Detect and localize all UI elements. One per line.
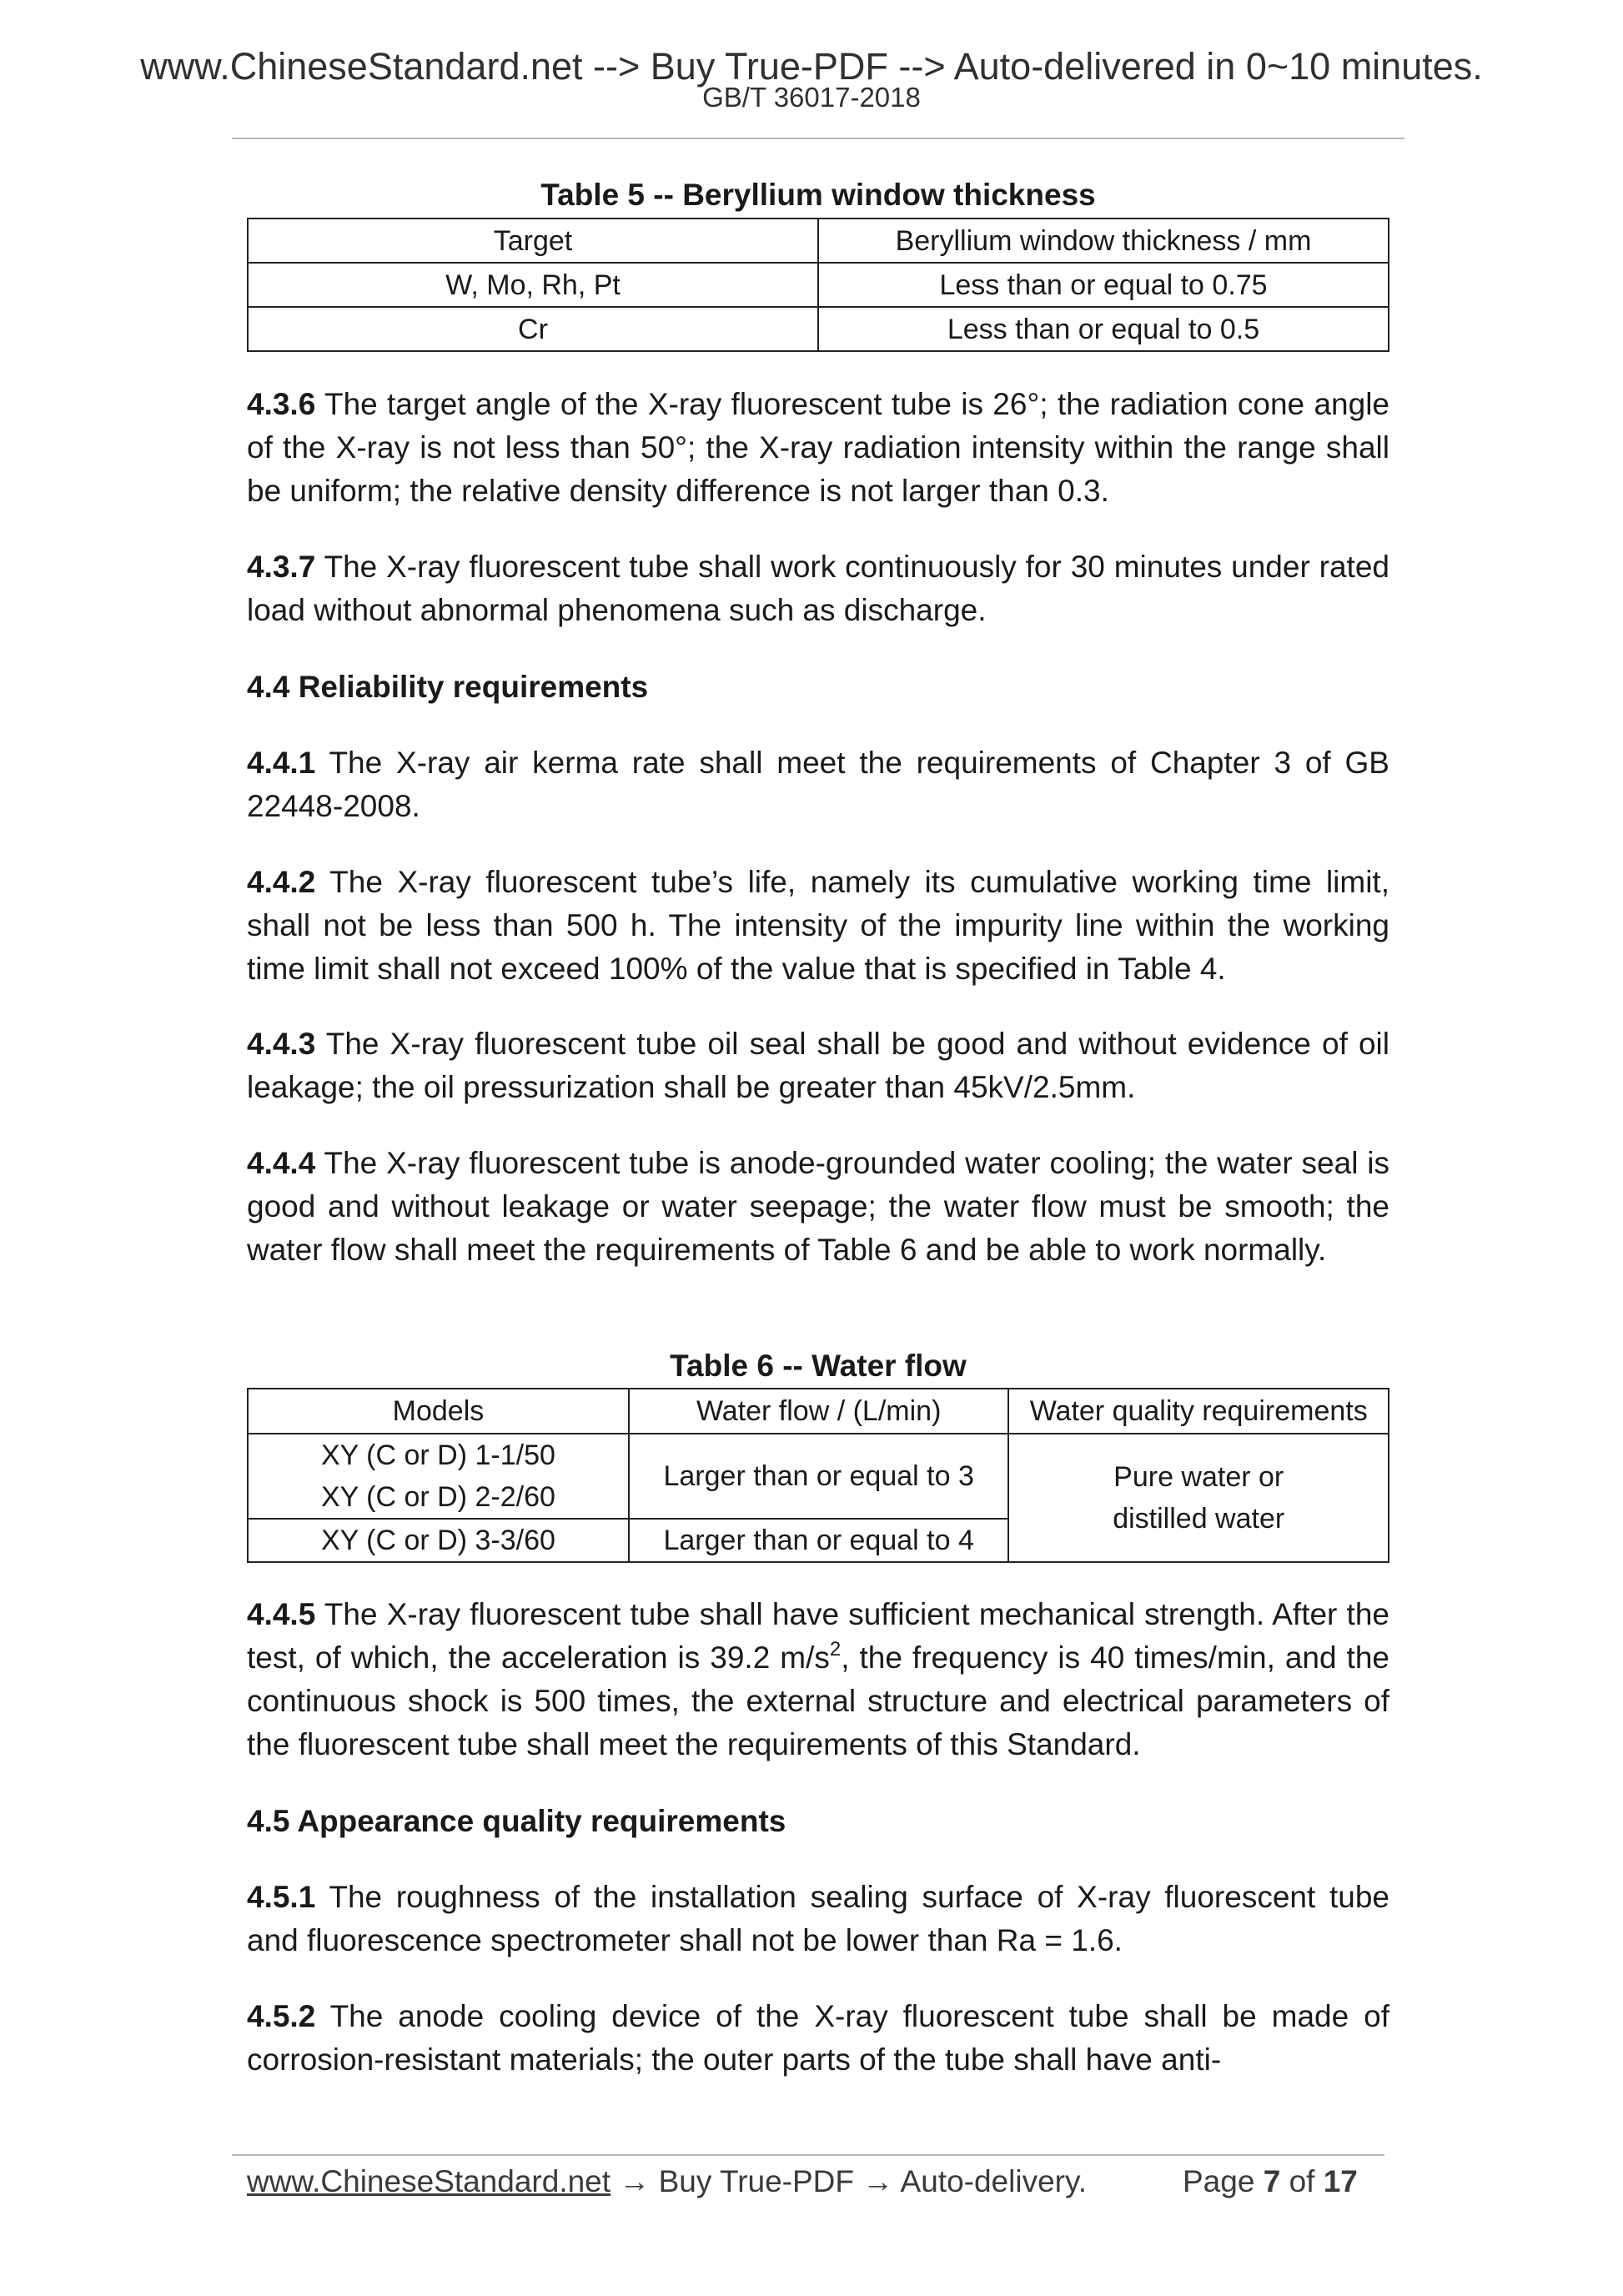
footer-delivery-text: Auto-delivery.	[900, 2164, 1088, 2198]
clause-number: 4.3.6	[247, 387, 316, 421]
superscript: 2	[829, 1637, 842, 1660]
model-2: XY (C or D) 2-2/60	[320, 1481, 555, 1513]
header-cell-models: Models	[248, 1389, 629, 1434]
table-row	[248, 263, 1389, 307]
clause-4-3-7	[247, 545, 1389, 632]
header-cell-target: Target	[248, 219, 818, 263]
footer-buy-text: Buy True-PDF	[658, 2164, 855, 2198]
clause-text: The X-ray fluorescent tube shall have sufficient mechanical strength. After the test, of which, the acceleration is 39.2 m/s	[247, 1597, 1389, 1675]
clause-4-4-4	[247, 1142, 1389, 1272]
table-header-row	[248, 219, 1389, 263]
table6-caption: Table 6 -- Water flow	[670, 1349, 967, 1383]
table-header-row	[248, 1389, 1389, 1434]
table-cell: Less than or equal to 0.75	[818, 263, 1389, 307]
clause-text: The X-ray air kerma rate shall meet the requirements of Chapter 3 of GB 22448-2008.	[247, 746, 1389, 823]
clause-4-4-2	[247, 861, 1389, 991]
table5-caption: Table 5 -- Beryllium window thickness	[540, 178, 1096, 212]
page-indicator	[1183, 2158, 1358, 2205]
table-cell: Cr	[248, 307, 818, 351]
header-cell-thickness: Beryllium window thickness / mm	[818, 219, 1389, 263]
table-cell: Less than or equal to 0.5	[818, 307, 1389, 351]
standard-number: GB/T 36017-2018	[702, 82, 921, 113]
flow-cell: Larger than or equal to 3	[629, 1434, 1009, 1519]
flow-cell: Larger than or equal to 4	[629, 1519, 1009, 1562]
clause-number: 4.4.4	[247, 1146, 316, 1180]
section-heading-4-4: 4.4 Reliability requirements	[247, 670, 649, 704]
footer-divider	[232, 2154, 1384, 2156]
clause-4-5-2	[247, 1995, 1389, 2082]
clause-text: The target angle of the X-ray fluorescent tube is 26°; the radiation cone angle of the X-ray is not less than 50°; the X-ray radiation intensity within the range shall be uniform; the relative density difference is not larger than 0.3.	[247, 387, 1389, 508]
clause-4-5-1	[247, 1876, 1389, 1962]
clause-number: 4.4.1	[247, 746, 316, 780]
clause-4-3-6	[247, 383, 1389, 513]
clause-number: 4.5.1	[247, 1880, 316, 1914]
page-number: 7	[1263, 2164, 1281, 2198]
clause-number: 4.5.2	[247, 1999, 316, 2033]
model-3: XY (C or D) 3-3/60	[248, 1519, 629, 1562]
page-label: Page	[1183, 2164, 1255, 2198]
arrow-icon: →	[619, 2164, 651, 2198]
clause-text: The roughness of the installation sealing surface of X-ray fluorescent tube and fluorescence spectrometer shall not be lower than Ra = 1.6.	[247, 1880, 1389, 1957]
footer-links	[247, 2158, 1087, 2205]
table-cell: W, Mo, Rh, Pt	[248, 263, 818, 307]
header-banner: www.ChineseStandard.net --> Buy True-PDF --> Auto-delivered in 0~10 minutes.	[140, 45, 1483, 88]
clause-text: The X-ray fluorescent tube shall work continuously for 30 minutes under rated load without abnormal phenomena such as discharge.	[247, 550, 1389, 627]
table6-water-flow	[247, 1388, 1389, 1563]
section-heading-4-5: 4.5 Appearance quality requirements	[247, 1804, 786, 1838]
clause-text: The X-ray fluorescent tube is anode-grounded water cooling; the water seal is good and without leakage or water seepage; the water flow must be smooth; the water flow shall meet the requirements of Table 6 and be able to work normally.	[247, 1146, 1389, 1267]
water-quality-cell	[1008, 1434, 1389, 1562]
header-cell-water-quality: Water quality requirements	[1008, 1389, 1389, 1434]
arrow-icon: →	[862, 2164, 894, 2198]
clause-text: , the frequency is 40 times/min, and the continuous shock is 500 times, the external structure and electrical parameters of the fluorescent tube shall meet the requirements of this Standard.	[247, 1640, 1389, 1761]
page-of-label: of	[1289, 2164, 1315, 2198]
clause-text: The anode cooling device of the X-ray fluorescent tube shall be made of corrosion-resistant materials; the outer parts of the tube shall have anti-	[247, 1999, 1389, 2077]
model-1: XY (C or D) 1-1/50	[320, 1439, 555, 1471]
table5-beryllium-window-thickness	[247, 218, 1389, 352]
clause-4-4-1	[247, 741, 1389, 828]
table-row	[248, 307, 1389, 351]
models-cell	[248, 1434, 629, 1519]
water-quality-line-1: Pure water or	[1113, 1461, 1284, 1493]
clause-text: The X-ray fluorescent tube oil seal shall be good and without evidence of oil leakage; the oil pressurization shall be greater than 45kV/2.5mm.	[247, 1027, 1389, 1104]
header-divider	[232, 138, 1404, 139]
header-cell-water-flow: Water flow / (L/min)	[629, 1389, 1009, 1434]
clause-number: 4.4.2	[247, 865, 316, 899]
clause-number: 4.4.5	[247, 1597, 316, 1631]
footer-site-link[interactable]: www.ChineseStandard.net	[247, 2164, 611, 2198]
water-quality-line-2: distilled water	[1113, 1503, 1285, 1535]
clause-4-4-3	[247, 1022, 1389, 1109]
table-row	[248, 1434, 1389, 1519]
clause-number: 4.4.3	[247, 1027, 316, 1061]
clause-text: The X-ray fluorescent tube’s life, namely its cumulative working time limit, shall not be less than 500 h. The intensity of the impurity line within the working time limit shall not exceed 100% of the value that is specified in Table 4.	[247, 865, 1389, 986]
clause-number: 4.3.7	[247, 550, 316, 584]
clause-4-4-5	[247, 1593, 1389, 1766]
page-total: 17	[1323, 2164, 1358, 2198]
